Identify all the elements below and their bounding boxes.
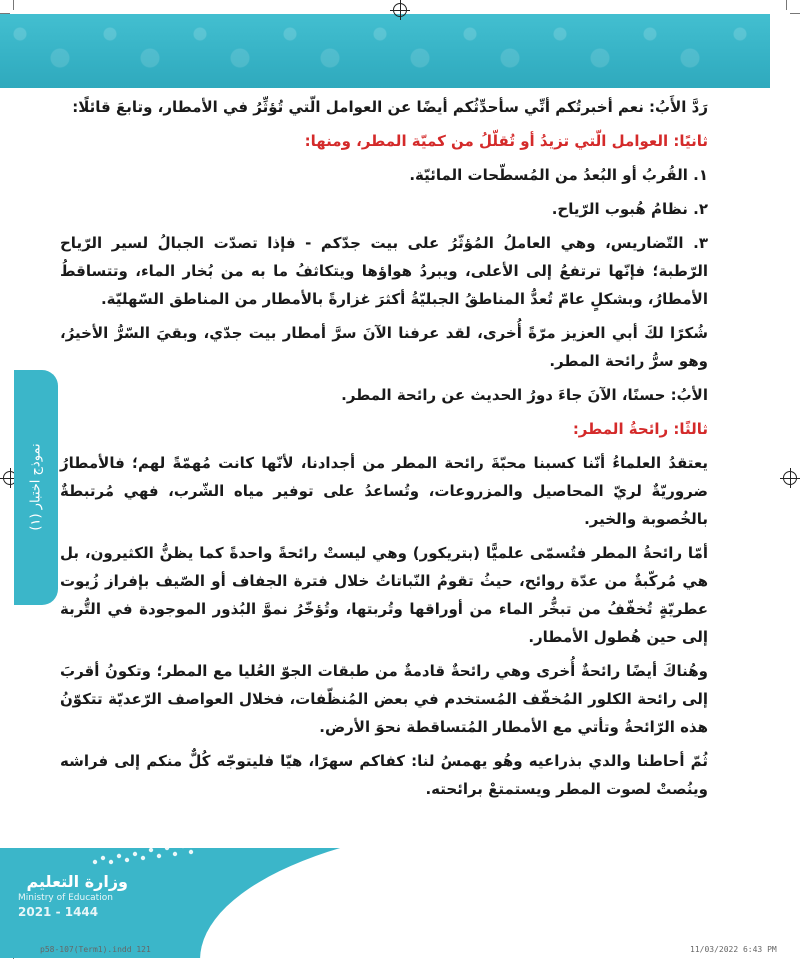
header-corner (770, 14, 800, 88)
section-heading-2: ثانيًا: العوامل الّتي تزيدُ أو تُقلّلُ من كميّة المطر، ومنها: (304, 132, 708, 150)
side-tab-label: نموذج اختبار (١) (28, 443, 44, 531)
body-paragraph: وهُناكَ أيضًا رائحةٌ أُخرى وهي رائحةٌ قادمةٌ من طبقات الجوّ العُليا مع المطر؛ وتكونُ أقربَ إلى رائحة الكلور المُخفّف المُستخدم في بعض المُنظّفات، فخلال العواصف الرّعديّة تتكوّنُ هذه الرّائحةُ وتأتي مع الأمطار المُتساقطة نحوَ الأرض. (60, 662, 708, 736)
ministry-logo-icon (85, 838, 205, 870)
body-paragraph: أمّا رائحةُ المطر فتُسمّى علميًّا (بتريكور) وهي ليستْ رائحةً واحدةً كما يظنُّ الكثيرون، بل هي مُركّبةٌ من عدّة روائح، حيثُ تقومُ النّباتاتُ خلال فترة الجفاف أو الصّيف بإفراز زُيوت عطريّةٍ تُخفّفُ من تبخُّر الماء من أوراقها وتُربتها، وتُؤخّرُ نموَّ البُذور الموجودة في التُّربة إلى حين هُطول الأمطار. (60, 544, 708, 646)
page-content (60, 93, 708, 809)
thanks-paragraph: شُكرًا لكَ أبي العزيز مرّةً أُخرى، لقد عرفنا الآنَ سرَّ أمطار بيت جدّي، وبقيَ السّرُّ الأخيرُ، وهو سرُّ رائحة المطر. (60, 324, 708, 370)
body-paragraph: ثُمّ أحاطنا والدي بذراعيه وهُو يهمسُ لنا: كفاكم سهرًا، هيّا فليتوجّه كُلٌّ منكم إلى فراشه وينُصتْ لصوت المطر ويستمتعْ برائحته. (60, 752, 708, 798)
father-paragraph: الأبُ: حسنًا، الآنَ جاءَ دورُ الحديث عن رائحة المطر. (341, 386, 708, 404)
edition-year: 2021 - 1444 (18, 905, 99, 919)
footer-curve (200, 820, 800, 959)
registration-mark-top-icon (393, 3, 407, 17)
header-pattern (0, 14, 800, 88)
print-slug-file: p58-107(Term1).indd 121 (40, 945, 151, 954)
list-item: ٣. التّضاريس، وهي العاملُ المُؤثّرُ على بيت جدّكم - فإذا تصدّت الجبالُ لسير الرّياح الرّطبة؛ فإنّها ترتفعُ إلى الأعلى، ويبردُ هواؤها ويتكاثفُ ما به من بُخار الماء، وتتساقطُ الأمطارُ، وبشكلٍ عامّ تُعدُّ المناطقُ الجبليّةُ أكثرَ غزارةً بالأمطار من المناطق السّهليّة. (60, 234, 708, 308)
header-band (0, 14, 800, 88)
list-item: ١. القُربُ أو البُعدُ من المُسطّحات المائيّة. (409, 166, 708, 184)
list-item: ٢. نظامُ هُبوب الرّياح. (551, 200, 708, 218)
ministry-name-arabic: وزارة التعليم (26, 872, 128, 891)
body-paragraph: يعتقدُ العلماءُ أنّنا كسبنا محبّةَ رائحة المطر من أجدادنا، لأنّها كانت مُهمّةً لهم؛ فالأمطارُ ضروريّةٌ لريّ المحاصيل والمزروعات، وتُساعدُ على توفير مياه الشّرب، فهي مُرتبطةٌ بالخُصوبة والخير. (60, 454, 708, 528)
crop-mark (790, 13, 800, 14)
crop-mark (0, 13, 10, 14)
section-heading-3: ثالثًا: رائحةُ المطر: (572, 420, 708, 438)
crop-mark (13, 0, 14, 10)
print-slug-date: 11/03/2022 6:43 PM (690, 945, 777, 954)
crop-mark (786, 0, 787, 10)
ministry-name-english: Ministry of Education (18, 893, 113, 903)
registration-mark-right-icon (783, 471, 797, 485)
intro-paragraph: رَدَّ الأَبُ: نعم أخبرتُكم أنِّي سأحدِّثُكم أيضًا عن العوامل الّتي تُؤثِّرُ في الأمطار، وتابعَ قائلًا: (72, 98, 708, 116)
